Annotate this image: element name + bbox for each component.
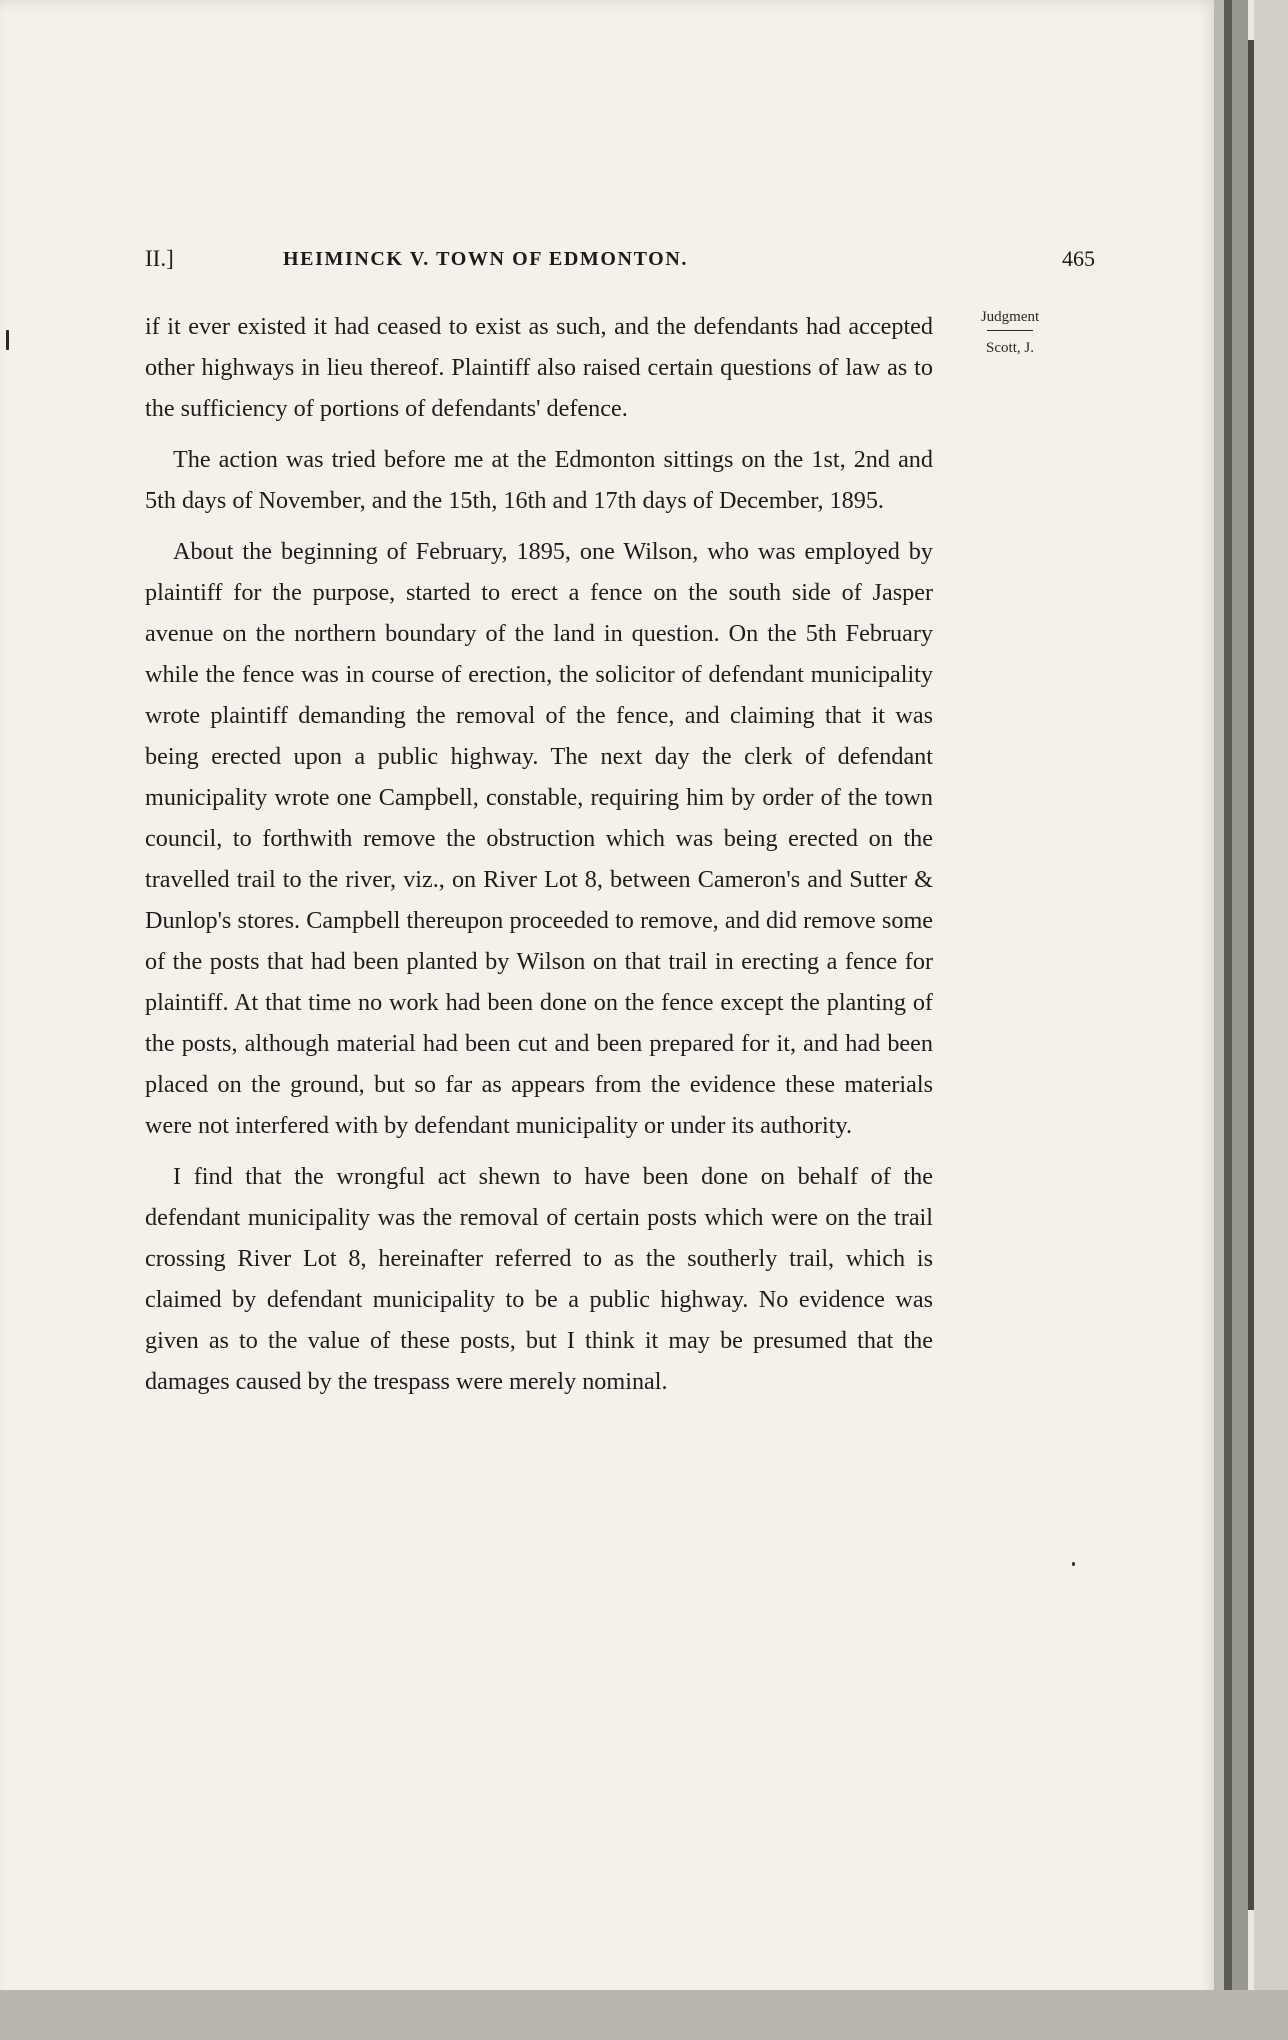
paragraph-3: About the beginning of February, 1895, one Wilson, who was employed by plaintiff for the purpose, started to erect a fence on the south side of Jasper avenue on the northern boundary of the land in question. On the 5th February while the fence was in course of erection, the solicitor of defendant municipality wrote plaintiff demanding the removal of the fence, and claiming that it was being erected upon a public highway. The next day the clerk of defendant municipality wrote one Campbell, constable, requiring him by order of the town council, to forthwith remove the obstruction which was being erected on the travelled trail to the river, viz., on River Lot 8, between Cameron's and Sutter & Dunlop's stores. Campbell thereupon proceeded to remove, and did remove some of the posts that had been planted by Wilson on that trail in erecting a fence for plaintiff. At that time no work had been done on the fence except the planting of the posts, although material had been cut and been prepared for it, and had been placed on the ground, but so far as appears from the evidence these materials were not interfered with by defendant municipality or under its authority. [145, 538, 933, 1139]
paragraph-1: if it ever existed it had ceased to exist as such, and the defendants had accepted other highways in lieu thereof. Plaintiff also raised certain questions of law as to the sufficiency of portions of defendants' defence. [145, 313, 933, 422]
margin-note-rule [987, 330, 1033, 331]
margin-note [950, 308, 1070, 357]
page-edge [1224, 0, 1232, 2040]
margin-note-judge: Scott, J. [986, 340, 1034, 356]
judgment-body-text [145, 306, 933, 1412]
paragraph-2: The action was tried before me at the Edmonton sittings on the 1st, 2nd and 5th days of November, and the 15th, 16th and 17th days of December, 1895. [145, 446, 933, 514]
page-edge [1232, 0, 1248, 2040]
page-number: 465 [1062, 246, 1095, 271]
page-edge [1254, 0, 1288, 2040]
running-title: HEIMINCK V. TOWN OF EDMONTON. [283, 248, 688, 270]
section-marker: II.] [145, 246, 174, 271]
margin-note-judgment: Judgment [980, 309, 1040, 325]
paragraph-4: I find that the wrongful act shewn to have been done on behalf of the defendant municipality was the removal of certain posts which were on the trail crossing River Lot 8, hereinafter referred to as the southerly trail, which is claimed by defendant municipality to be a public highway. No evidence was given as to the value of these posts, but I think it may be presumed that the damages caused by the trespass were merely nominal. [145, 1163, 933, 1395]
scan-speck [6, 330, 9, 350]
page-edge [1214, 0, 1224, 2040]
scan-bottom-band [0, 1990, 1288, 2040]
running-header [145, 246, 1095, 278]
scan-speck [1072, 1562, 1075, 1566]
